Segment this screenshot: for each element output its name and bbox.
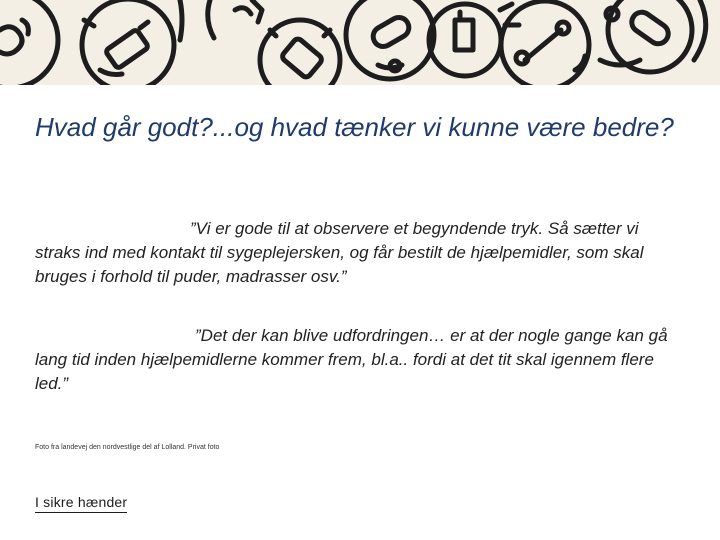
decorative-banner [0, 0, 720, 85]
quote-paragraph-2: ”Det der kan blive udfordringen… er at der nogle gange kan gå lang tid inden hjælpemidlerne kommer frem, bl.a.. fordi at det tit skal igennem flere led.” [35, 326, 668, 393]
slide-title: Hvad går godt?...og hvad tænker vi kunne være bedre? [35, 112, 674, 142]
medicine-icon [82, 0, 174, 85]
brand-logo: I sikre hænder [35, 494, 127, 513]
pill-icon [346, 0, 434, 79]
bone-icon [501, 1, 589, 85]
bandage-icon [180, 0, 262, 40]
banner-illustration [0, 0, 720, 85]
quote-paragraph-1: ”Vi er gode til at observere et begyndende tryk. Så sætter vi straks ind med kontakt til sygeplejersken, og får bestilt de hjælpemidler, som skal bruges i forhold til puder, madrasser osv.” [35, 219, 644, 286]
capsule-icon [600, 0, 692, 72]
hand-icon [0, 0, 58, 85]
photo-caption: Foto fra landevej den nordvestlige del af Lolland. Privat foto [35, 444, 220, 451]
